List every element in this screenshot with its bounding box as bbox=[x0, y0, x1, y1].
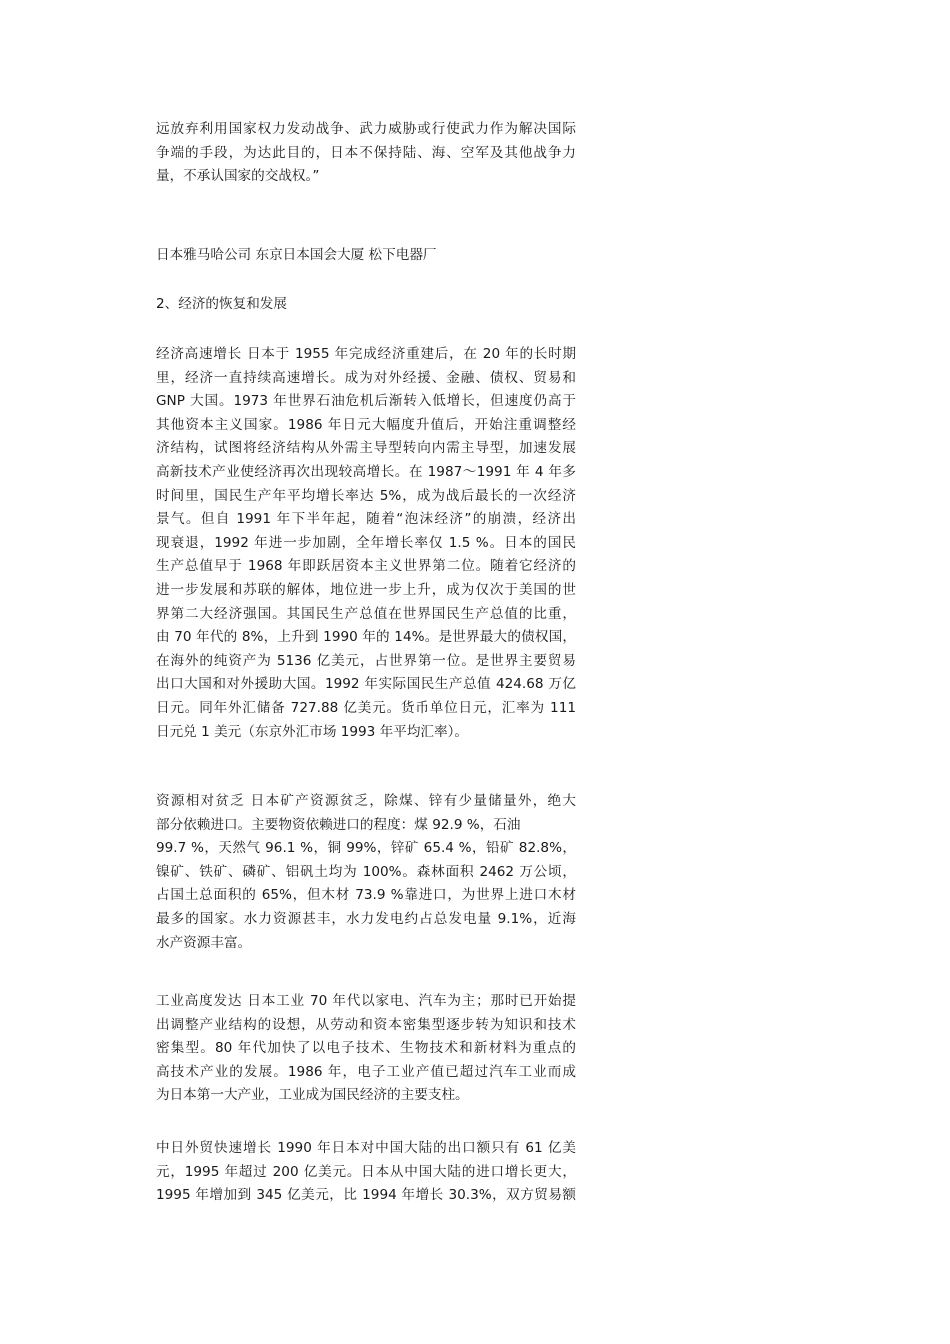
text-line: 其他资本主义国家。1986 年日元大幅度升值后，开始注重调整经 bbox=[156, 416, 576, 433]
text-line: 日元。同年外汇储备 727.88 亿美元。货币单位日元，汇率为 111 bbox=[156, 699, 576, 716]
text-line: 为日本第一大产业，工业成为国民经济的主要支柱。 bbox=[156, 1087, 469, 1104]
text-line: 高新技术产业使经济再次出现较高增长。在 1987～1991 年 4 年多 bbox=[156, 463, 576, 480]
text-line: 争端的手段，为达此目的，日本不保持陆、海、空军及其他战争力 bbox=[156, 144, 576, 161]
paragraph-economic-growth bbox=[156, 343, 576, 744]
text-line: 经济高速增长 日本于 1955 年完成经济重建后，在 20 年的长时期 bbox=[156, 346, 576, 362]
text-line: 99.7 %，天然气 96.1 %，铜 99%，锌矿 65.4 %，铅矿 82.8%， bbox=[156, 840, 576, 857]
text-line: 占国土总面积的 65%，但木材 73.9 %靠进口，为世界上进口木材 bbox=[156, 887, 576, 904]
text-line: 生产总值早于 1968 年即跃居资本主义世界第二位。随着它经济的 bbox=[156, 558, 576, 575]
heading-text: 2、经济的恢复和发展 bbox=[156, 296, 287, 312]
paragraph-trade bbox=[156, 1137, 576, 1208]
text-line: 在海外的纯资产为 5136 亿美元，占世界第一位。是世界主要贸易 bbox=[156, 652, 576, 669]
text-line: 密集型。80 年代加快了以电子技术、生物技术和新材料为重点的 bbox=[156, 1040, 576, 1057]
text-line: 远放弃利用国家权力发动战争、武力威胁或行使武力作为解决国际 bbox=[156, 121, 576, 137]
text-line: 量，不承认国家的交战权。” bbox=[156, 168, 320, 185]
text-line: 济结构，试图将经济结构从外需主导型转向内需主导型，加速发展 bbox=[156, 440, 576, 457]
image-captions bbox=[156, 244, 576, 268]
section-heading bbox=[156, 293, 576, 317]
text-line: 进一步发展和苏联的解体，地位进一步上升，成为仅次于美国的世 bbox=[156, 581, 576, 598]
caption-line: 日本雅马哈公司 东京日本国会大厦 松下电器厂 bbox=[156, 247, 437, 263]
text-line: 景气。但自 1991 年下半年起，随着“泡沫经济”的崩溃，经济出 bbox=[156, 511, 576, 528]
text-line: GNP 大国。1973 年世界石油危机后渐转入低增长，但速度仍高于 bbox=[156, 393, 576, 410]
text-line: 镍矿、铁矿、磷矿、铝矾土均为 100%。森林面积 2462 万公顷， bbox=[156, 863, 576, 880]
text-line: 中日外贸快速增长 1990 年日本对中国大陆的出口额只有 61 亿美 bbox=[156, 1140, 576, 1156]
text-line: 部分依赖进口。主要物资依赖进口的程度：煤 92.9 %，石油 bbox=[156, 816, 521, 833]
quote-block bbox=[156, 118, 576, 189]
text-line: 资源相对贫乏 日本矿产资源贫乏，除煤、锌有少量储量外，绝大 bbox=[156, 793, 576, 809]
text-line: 日元兑 1 美元（东京外汇市场 1993 年平均汇率）。 bbox=[156, 723, 469, 740]
text-line: 界第二大经济强国。其国民生产总值在世界国民生产总值的比重， bbox=[156, 605, 576, 622]
text-line: 最多的国家。水力资源甚丰，水力发电约占总发电量 9.1%，近海 bbox=[156, 910, 576, 927]
text-line: 里，经济一直持续高速增长。成为对外经援、金融、债权、贸易和 bbox=[156, 369, 576, 386]
text-line: 水产资源丰富。 bbox=[156, 934, 252, 951]
text-line: 元，1995 年超过 200 亿美元。日本从中国大陆的进口增长更大， bbox=[156, 1163, 576, 1180]
text-line: 1995 年增加到 345 亿美元，比 1994 年增长 30.3%，双方贸易额 bbox=[156, 1187, 576, 1204]
text-line: 工业高度发达 日本工业 70 年代以家电、汽车为主；那时已开始提 bbox=[156, 993, 576, 1009]
text-line: 高技术产业的发展。1986 年，电子工业产值已超过汽车工业而成 bbox=[156, 1063, 576, 1080]
text-line: 时间里，国民生产年平均增长率达 5%，成为战后最长的一次经济 bbox=[156, 487, 576, 504]
paragraph-resources bbox=[156, 790, 576, 955]
text-line: 出调整产业结构的设想，从劳动和资本密集型逐步转为知识和技术 bbox=[156, 1016, 576, 1033]
paragraph-industry bbox=[156, 990, 576, 1108]
text-line: 由 70 年代的 8%，上升到 1990 年的 14%。是世界最大的债权国， bbox=[156, 629, 576, 646]
text-line: 现衰退，1992 年进一步加剧，全年增长率仅 1.5 %。日本的国民 bbox=[156, 534, 576, 551]
text-line: 出口大国和对外援助大国。1992 年实际国民生产总值 424.68 万亿 bbox=[156, 676, 576, 693]
